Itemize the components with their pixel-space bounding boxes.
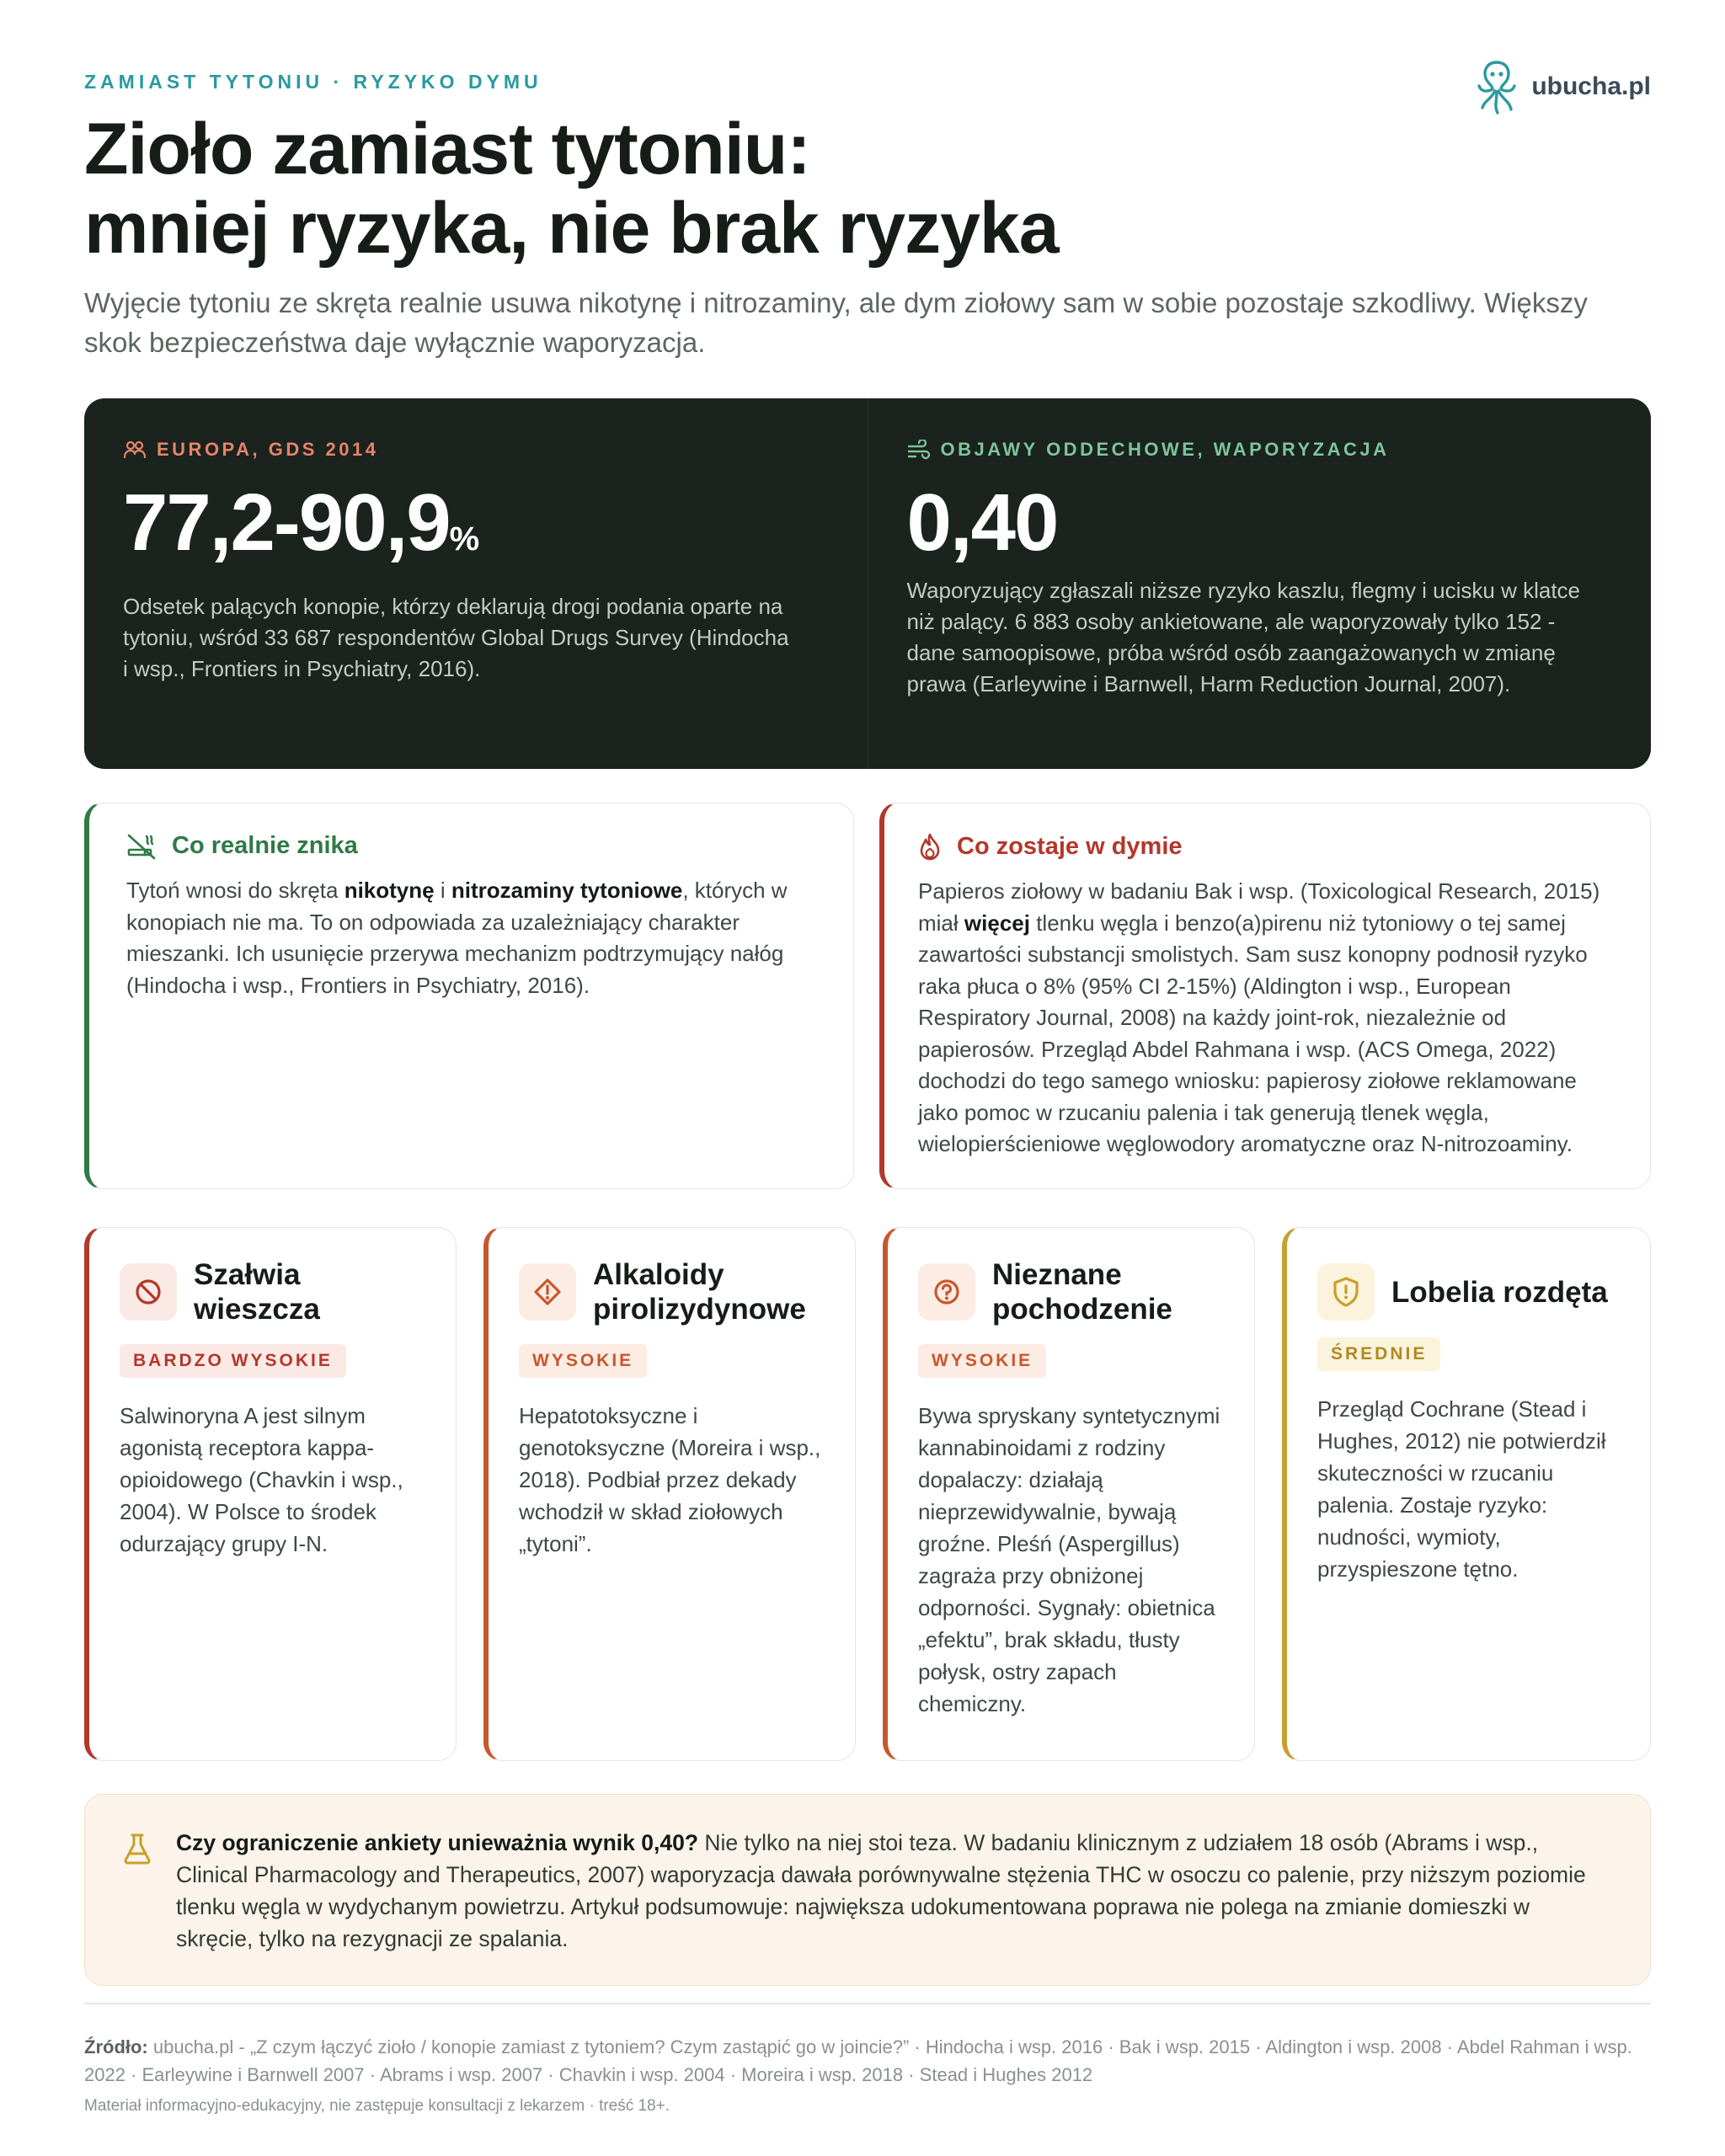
- herb-description: Bywa spryskany syntetycznymi kannabinoidami z rodziny dopalaczy: działają nieprzewidywalnie, bywają groźne. Pleśń (Aspergillus) zagraża przy obniżonej odporności. Sygnały: obietnica „efektu”, brak składu, tłusty połysk, ostry zapach chemiczny.: [918, 1403, 1220, 1716]
- herb-card-unknown-origin: [883, 1227, 1255, 1761]
- flame-icon: [918, 832, 942, 861]
- stat-gds-label-row: [123, 439, 829, 461]
- risk-badge: BARDZO WYSOKIE: [120, 1344, 346, 1378]
- alert-circle-icon: [519, 1263, 576, 1321]
- herb-name-line-1: Lobelia rozdęta: [1391, 1275, 1608, 1309]
- herb-description: Hepatotoksyczne i genotoksyczne (Moreira i wsp., 2018). Podbiał przez dekady wchodził w skład ziołowych „tytoni”.: [519, 1403, 821, 1556]
- stat-vapor-description: Waporyzujący zgłaszali niższe ryzyko kaszlu, flegmy i ucisku w klatce niż palący. 6 883 osoby ankietowane, ale waporyzowały tylko 152 - dane samoopisowe, próba wśród osób zaangażowanych w zmianę prawa (Earleywine i Barnwell, Harm Reduction Journal, 2007).: [906, 578, 1581, 696]
- stat-gds-value: 77,2-90,9: [123, 478, 450, 568]
- octopus-logo-icon: [1474, 57, 1519, 116]
- shield-alert-icon: [1317, 1263, 1375, 1321]
- highlight-more: więcej: [964, 910, 1030, 936]
- card-what-disappears-title: Co realnie znika: [172, 832, 358, 859]
- stat-vapor: [868, 398, 1652, 769]
- people-icon: [123, 440, 147, 460]
- herb-description: Przegląd Cochrane (Stead i Hughes, 2012) nie potwierdził skuteczności w rzucaniu palenia. Zostaje ryzyko: nudności, wymioty, przyspieszone tętno.: [1317, 1396, 1606, 1582]
- herb-card-header: [120, 1257, 425, 1327]
- herb-name: [1391, 1275, 1608, 1310]
- text-fragment: i: [434, 878, 451, 903]
- card-what-remains-title: Co zostaje w dymie: [957, 832, 1183, 860]
- card-what-remains-text: [918, 876, 1616, 1161]
- herb-name: [992, 1257, 1172, 1326]
- text-fragment: Papieros ziołowy w badaniu Bak i wsp. (Toxicological Research, 2015) miał: [918, 878, 1600, 936]
- question-circle-icon: [918, 1263, 975, 1321]
- herb-name-line-2: wieszcza: [194, 1293, 320, 1326]
- stat-gds-description: Odsetek palących konopie, którzy deklarują drogi podania oparte na tytoniu, wśród 33 687 respondentów Global Drugs Survey (Hindocha i wsp., Frontiers in Psychiatry, 2016).: [123, 594, 789, 681]
- divider: [84, 2003, 1651, 2004]
- note-question: Czy ograniczenie ankiety unieważnia wynik 0,40?: [176, 1830, 699, 1855]
- risk-badge: WYSOKIE: [519, 1344, 647, 1378]
- stat-vapor-label: OBJAWY ODDECHOWE, WAPORYZACJA: [940, 439, 1390, 460]
- ban-icon: [120, 1263, 177, 1321]
- herb-card-salvia: [84, 1227, 457, 1761]
- herb-card-lobelia: [1282, 1227, 1651, 1761]
- logo[interactable]: [1474, 57, 1651, 116]
- wind-icon: [907, 440, 931, 460]
- no-smoking-icon: [126, 833, 157, 860]
- flask-icon: [122, 1832, 152, 1865]
- herb-name-line-1: Nieznane: [992, 1258, 1122, 1291]
- card-what-remains-title-row: [918, 832, 1616, 861]
- herb-name-line-1: Szałwia: [194, 1258, 301, 1291]
- eyebrow: ZAMIAST TYTONIU · RYZYKO DYMU: [84, 71, 542, 93]
- stat-gds-value-row: [123, 479, 829, 583]
- herb-name: [194, 1257, 320, 1326]
- disclaimer: Materiał informacyjno-edukacyjny, nie zastępuje konsultacji z lekarzem · treść 18+.: [84, 2097, 670, 2115]
- text-fragment: , których w konopiach nie ma. To on odpowiada za uzależniający charakter mieszanki. Ich usunięcie przerywa mechanizm podtrzymujący nałóg (Hindocha i wsp., Frontiers in Psychiatry, 2016).: [126, 878, 788, 998]
- source-text: ubucha.pl - „Z czym łączyć zioło / konopie zamiast z tytoniem? Czym zastąpić go w joincie?” · Hindocha i wsp. 2016 · Bak i wsp. 2015 · Aldington i wsp. 2008 · Abdel Rahman i wsp. 2022 · Earleywine i Barnwell 2007 · Abrams i wsp. 2007 · Chavkin i wsp. 2004 · Moreira i wsp. 2018 · Stead i Hughes 2012: [84, 2036, 1632, 2085]
- herb-description: Salwinoryna A jest silnym agonistą receptora kappa-opioidowego (Chavkin i wsp., 2004). W Polsce to środek odurzający grupy I-N.: [120, 1403, 403, 1556]
- card-what-disappears-title-row: [126, 832, 816, 860]
- herb-card-header: [1317, 1257, 1620, 1327]
- herb-name: [593, 1257, 806, 1326]
- title-line-1: Zioło zamiast tytoniu:: [84, 109, 810, 189]
- infographic-page: [84, 0, 1651, 2156]
- herb-card-header: [918, 1257, 1224, 1327]
- herb-card-pyrrolizidine: [483, 1227, 856, 1761]
- stats-panel: [84, 398, 1651, 769]
- stat-vapor-label-row: [907, 439, 1613, 461]
- highlight-nicotine: nikotynę: [344, 878, 435, 903]
- text-fragment: tlenku węgla i benzo(a)pirenu niż tytoniowy o tej samej zawartości substancji smolistych. Sam susz konopny podnosił ryzyko raka płuca o 8% (95% CI 2-15%) (Aldington i wsp., European Respiratory Journal, 2008) na każdy joint-rok, niezależnie od papierosów. Przegląd Abdel Rahmana i wsp. (ACS Omega, 2022) dochodzi do tego samego wniosku: papierosy ziołowe reklamowane jako pomoc w rzucaniu palenia i tak generują tlenek węgla, wielopierścieniowe węglowodory aromatyczne oraz N-nitrozoaminy.: [918, 910, 1588, 1156]
- herb-name-line-2: pirolizydynowe: [593, 1293, 806, 1326]
- vaporization-note: [84, 1794, 1651, 1986]
- title-line-2: mniej ryzyka, nie brak ryzyka: [84, 188, 1059, 269]
- card-what-disappears-text: [126, 875, 816, 1001]
- source-citation: [84, 2033, 1651, 2089]
- card-what-remains: [879, 803, 1651, 1189]
- herb-card-header: [519, 1257, 825, 1327]
- stat-gds: [84, 398, 868, 769]
- risk-badge: ŚREDNIE: [1317, 1337, 1440, 1371]
- risk-badge: WYSOKIE: [918, 1344, 1046, 1378]
- page-title: [84, 109, 1432, 268]
- highlight-nitrosamines: nitrozaminy tytoniowe: [451, 878, 683, 903]
- stat-gds-label: EUROPA, GDS 2014: [157, 439, 379, 460]
- text-fragment: Tytoń wnosi do skręta: [126, 878, 344, 903]
- note-answer: Nie tylko na niej stoi teza. W badaniu klinicznym z udziałem 18 osób (Abrams i wsp., Clinical Pharmacology and Therapeutics, 2007) waporyzacja dawała porównywalne stężenia THC w osoczu co palenie, przy niższym poziomie tlenku węgla w wydychanym powietrzu. Artykuł podsumowuje: największa udokumentowana poprawa nie polega na zmianie domieszki w skręcie, tylko na rezygnacji ze spalania.: [176, 1830, 1586, 1951]
- stat-gds-unit: %: [449, 520, 480, 558]
- lead-paragraph: Wyjęcie tytoniu ze skręta realnie usuwa nikotynę i nitrozaminy, ale dym ziołowy sam w sobie pozostaje szkodliwy. Większy skok bezpieczeństwa daje wyłącznie waporyzacja.: [84, 287, 1588, 358]
- card-what-disappears: [84, 803, 854, 1189]
- note-text: [176, 1827, 1599, 1955]
- herb-name-line-1: Alkaloidy: [593, 1258, 724, 1291]
- source-label: Źródło:: [84, 2036, 148, 2057]
- herb-name-line-2: pochodzenie: [992, 1293, 1172, 1326]
- logo-text: ubucha.pl: [1531, 72, 1651, 100]
- stat-vapor-value: 0,40: [906, 478, 1058, 568]
